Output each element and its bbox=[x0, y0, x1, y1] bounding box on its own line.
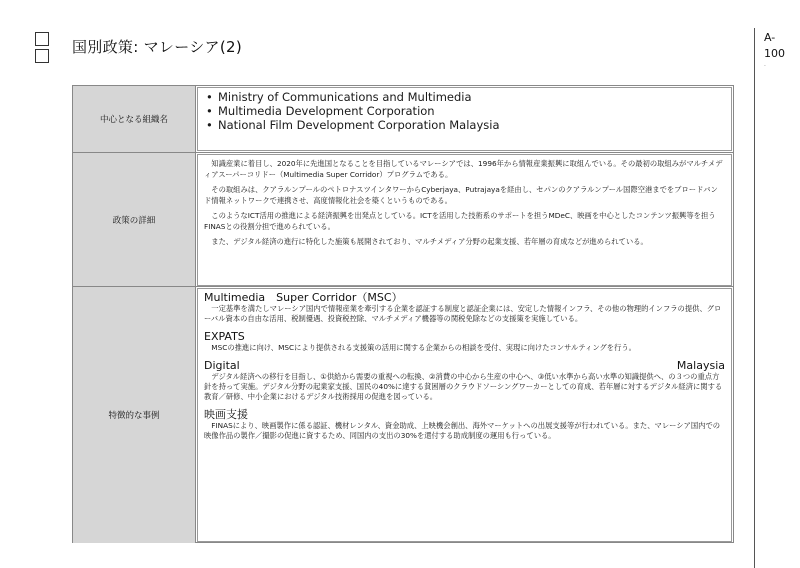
cell-organizations bbox=[197, 87, 732, 151]
list-item: • Multimedia Development Corporation bbox=[204, 104, 725, 118]
row-label-organizations: 中心となる組織名 bbox=[73, 86, 196, 152]
list-item: • Ministry of Communications and Multimedia bbox=[204, 90, 725, 104]
row-notable-cases bbox=[73, 286, 733, 543]
case-heading-digital: Digital bbox=[204, 359, 240, 372]
case-body-film-support: FINASにより、映画製作に係る認証、機材レンタル、資金助成、上映機会創出、海外マーケットへの出展支援等が行われている。また、マレーシア国内での映像作品の製作／撮影の促進に資するため、同国内の支出の30%を還付する助成制度の運用も行っている。 bbox=[204, 421, 721, 440]
case-heading-film-support: 映画支援 bbox=[204, 408, 248, 421]
case-heading-digital-malaysia bbox=[204, 359, 725, 372]
row-label-notable-cases: 特徴的な事例 bbox=[73, 287, 196, 543]
page-number-prefix: A- bbox=[764, 31, 776, 44]
cell-notable-cases bbox=[197, 288, 732, 542]
checkbox-bottom[interactable] bbox=[35, 49, 49, 63]
page-number-dot: . bbox=[764, 61, 766, 68]
right-margin-line bbox=[754, 28, 755, 568]
policy-table bbox=[72, 85, 734, 543]
page-title: 国別政策: マレーシア(2) bbox=[72, 38, 242, 56]
page-number-value: 100 bbox=[764, 47, 785, 60]
case-heading-msc: Multimedia Super Corridor（MSC） bbox=[204, 291, 403, 304]
checkbox-top[interactable] bbox=[35, 32, 49, 46]
row-organizations bbox=[73, 86, 733, 152]
case-body-expats: MSCの推進に向け、MSCにより提供される支援策の活用に関する企業からの相談を受付、実現に向けたコンサルティングを行う。 bbox=[211, 343, 636, 352]
organization-list bbox=[204, 90, 725, 132]
policy-paragraph: その取組みは、クアラルンプールのペトロナスツインタワーからCyberjaya、Putrajayaを経由し、セパンのクアラルンプール国際空港までをブロードバンド情報ネットワークで連携させ、高度情報化社会を築くというものである。 bbox=[204, 185, 718, 205]
page-number bbox=[764, 30, 785, 68]
list-item: • National Film Development Corporation Malaysia bbox=[204, 118, 725, 132]
policy-paragraph: また、デジタル経済の進行に特化した施策も展開されており、マルチメディア分野の起業支援、若年層の育成などが進められている。 bbox=[211, 237, 648, 246]
row-policy-details bbox=[73, 152, 733, 287]
case-heading-expats: EXPATS bbox=[204, 330, 245, 343]
policy-paragraph: 知識産業に着目し、2020年に先進国となることを目指しているマレーシアでは、1996年から情報産業振興に取組んでいる。その最初の取組みがマルチメディアスーパーコリドー（Multimedia Super Corridor）プログラムである。 bbox=[204, 159, 723, 179]
case-body-msc: 一定基準を満たしマレーシア国内で情報産業を牽引する企業を認証する制度と認証企業には、安定した情報インフラ、その他の物理的インフラの提供、グローバル資本の自由な活用、税制優遇、投資税控除、マルチメディア機器等の関税免除などの支援策を実施している。 bbox=[204, 304, 722, 323]
row-label-policy-details: 政策の詳細 bbox=[73, 153, 196, 287]
cell-policy-details bbox=[197, 154, 732, 286]
policy-paragraph: このようなICT活用の推進による経済振興を出発点としている。ICTを活用した技術系のサポートを担うMDeC、映画を中心としたコンテンツ振興等を担うFINASとの役割分担で進められている。 bbox=[204, 211, 716, 231]
case-heading-malaysia: Malaysia bbox=[676, 359, 725, 372]
case-body-digital-malaysia: デジタル経済への移行を目指し、①供給から需要の重視への転換、②消費の中心から生産の中心へ、③低い水準から高い水準の知識提供へ、の３つの重点方針を持って実施。デジタル分野の起業家支援、国民の40%に達する貧困層のクラウドソーシングワーカーとしての育成、若年層に対するデジタル経済に関する教育／研修、中小企業におけるデジタル技術採用の促進を図っている。 bbox=[204, 372, 723, 401]
